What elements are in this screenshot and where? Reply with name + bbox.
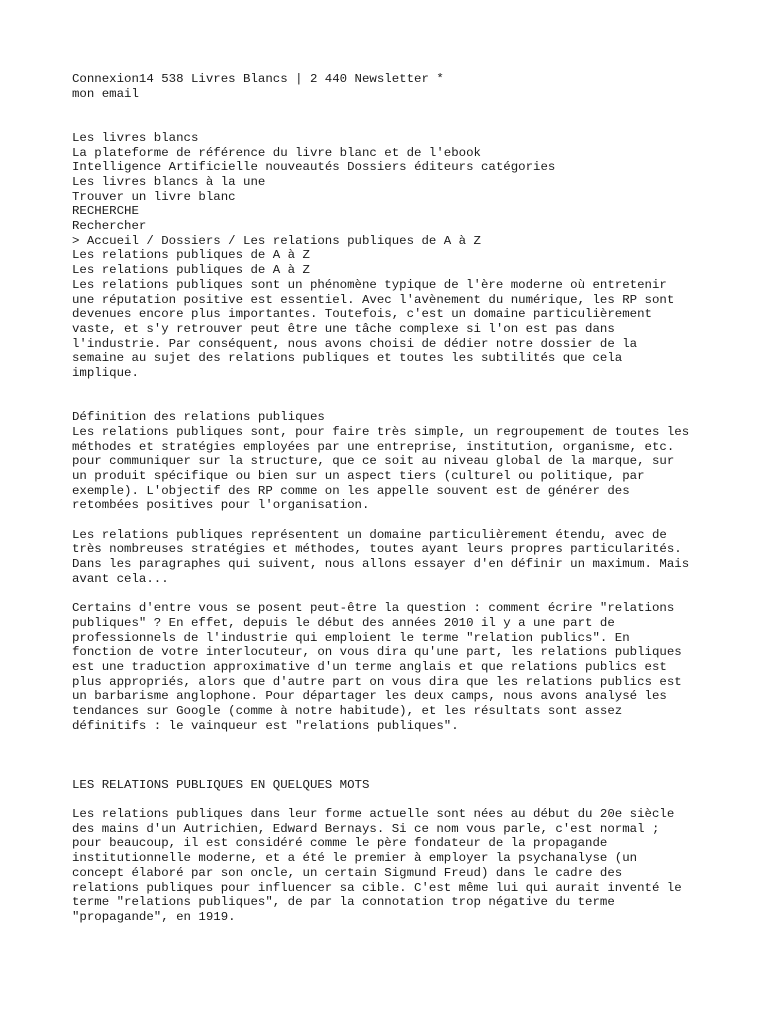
nav-item-dossiers[interactable]: Dossiers <box>347 160 407 175</box>
breadcrumb[interactable]: > Accueil / Dossiers / Les relations publiques de A à Z <box>72 233 481 248</box>
email-label[interactable]: mon email <box>72 86 139 101</box>
find-link[interactable]: Trouver un livre blanc <box>72 189 236 204</box>
nav-item-nouveautes[interactable]: nouveautés <box>265 160 340 175</box>
nav-item-editeurs[interactable]: éditeurs <box>414 160 474 175</box>
main-nav <box>72 160 712 175</box>
spacer <box>72 587 712 602</box>
search-heading: RECHERCHE <box>72 204 139 219</box>
spacer <box>72 381 712 410</box>
spacer <box>72 792 712 807</box>
paragraph-quelques-mots-1: Les relations publiques dans leur forme actuelle sont nées au début du 20e siècle des mains d'un Autrichien, Edward Bernays. Si ce nom vous parle, c'est normal ; pour beaucoup, il est considéré comme le père fondateur de la propagande institutionnelle moderne, et a été le premier à employer la psychanalyse (un concept élaboré par son oncle, un certain Sigmund Freud) dans le cadre des relations publiques pour influencer sa cible. C'est même lui qui aurait inventé le terme "relations publiques", de par la connotation trop négative du terme "propagande", en 1919. <box>72 807 682 924</box>
article-subtitle: Les relations publiques de A à Z <box>72 263 310 278</box>
article-title: Les relations publiques de A à Z <box>72 248 310 263</box>
nav-item-ai[interactable]: Intelligence Artificielle <box>72 160 258 175</box>
section-heading-quelques-mots: LES RELATIONS PUBLIQUES EN QUELQUES MOTS <box>72 777 370 792</box>
spacer <box>72 101 712 130</box>
spacer <box>72 763 712 778</box>
spacer <box>72 513 712 528</box>
search-label[interactable]: Rechercher <box>72 219 147 234</box>
paragraph-definition-1: Les relations publiques sont, pour faire très simple, un regroupement de toutes les méthodes et stratégies employées par une entreprise, institution, organisme, etc. pour communiquer sur la structure, que ce soit au niveau global de la marque, sur un produit spécifique ou bien sur un aspect tiers (culturel ou politique, par exemple). L'objectif des RP comme on les appelle souvent est de générer des retombées positives pour l'organisation. <box>72 424 690 513</box>
spacer <box>72 734 712 763</box>
site-name[interactable]: Les livres blancs <box>72 130 199 145</box>
paragraph-definition-2: Les relations publiques représentent un domaine particulièrement étendu, avec de très nombreuses stratégies et méthodes, toutes ayant leurs propres particularités. Dans les paragraphes qui suivent, nous allons essayer d'en définir un maximum. Mais avant cela... <box>72 527 690 586</box>
site-tagline: La plateforme de référence du livre blanc et de l'ebook <box>72 145 481 160</box>
section-heading-definition: Définition des relations publiques <box>72 410 325 425</box>
article-intro: Les relations publiques sont un phénomène typique de l'ère moderne où entretenir une réputation positive est essentiel. Avec l'avènement du numérique, les RP sont devenues encore plus importantes. Toutefois, c'est un domaine particulièrement vaste, et s'y retrouver peut être une tâche complexe si l'on est pas dans l'industrie. Par conséquent, nous avons choisi de dédier notre dossier de la semaine au sujet des relations publiques et toutes les subtilités que cela implique. <box>72 277 675 381</box>
paragraph-definition-3: Certains d'entre vous se posent peut-être la question : comment écrire "relations publiques" ? En effet, depuis le début des années 2010 il y a une part de professionnels de l'industrie qui emploient le terme "relation publics". En fonction de votre interlocuteur, on vous dira qu'une part, les relations publiques est une traduction approximative d'un terme anglais et que relations publics est plus appropriés, alors que d'autre part on vous dira que les relations publics est un barbarisme anglophone. Pour départager les deux camps, nous avons analysé les tendances sur Google (comme à notre habitude), et les résultats sont assez définitifs : le vainqueur est "relations publiques". <box>72 601 682 733</box>
account-topline[interactable]: Connexion14 538 Livres Blancs | 2 440 Newsletter * <box>72 72 444 86</box>
featured-link[interactable]: Les livres blancs à la une <box>72 174 266 189</box>
nav-item-categories[interactable]: catégories <box>481 160 556 175</box>
document-page <box>72 72 712 925</box>
